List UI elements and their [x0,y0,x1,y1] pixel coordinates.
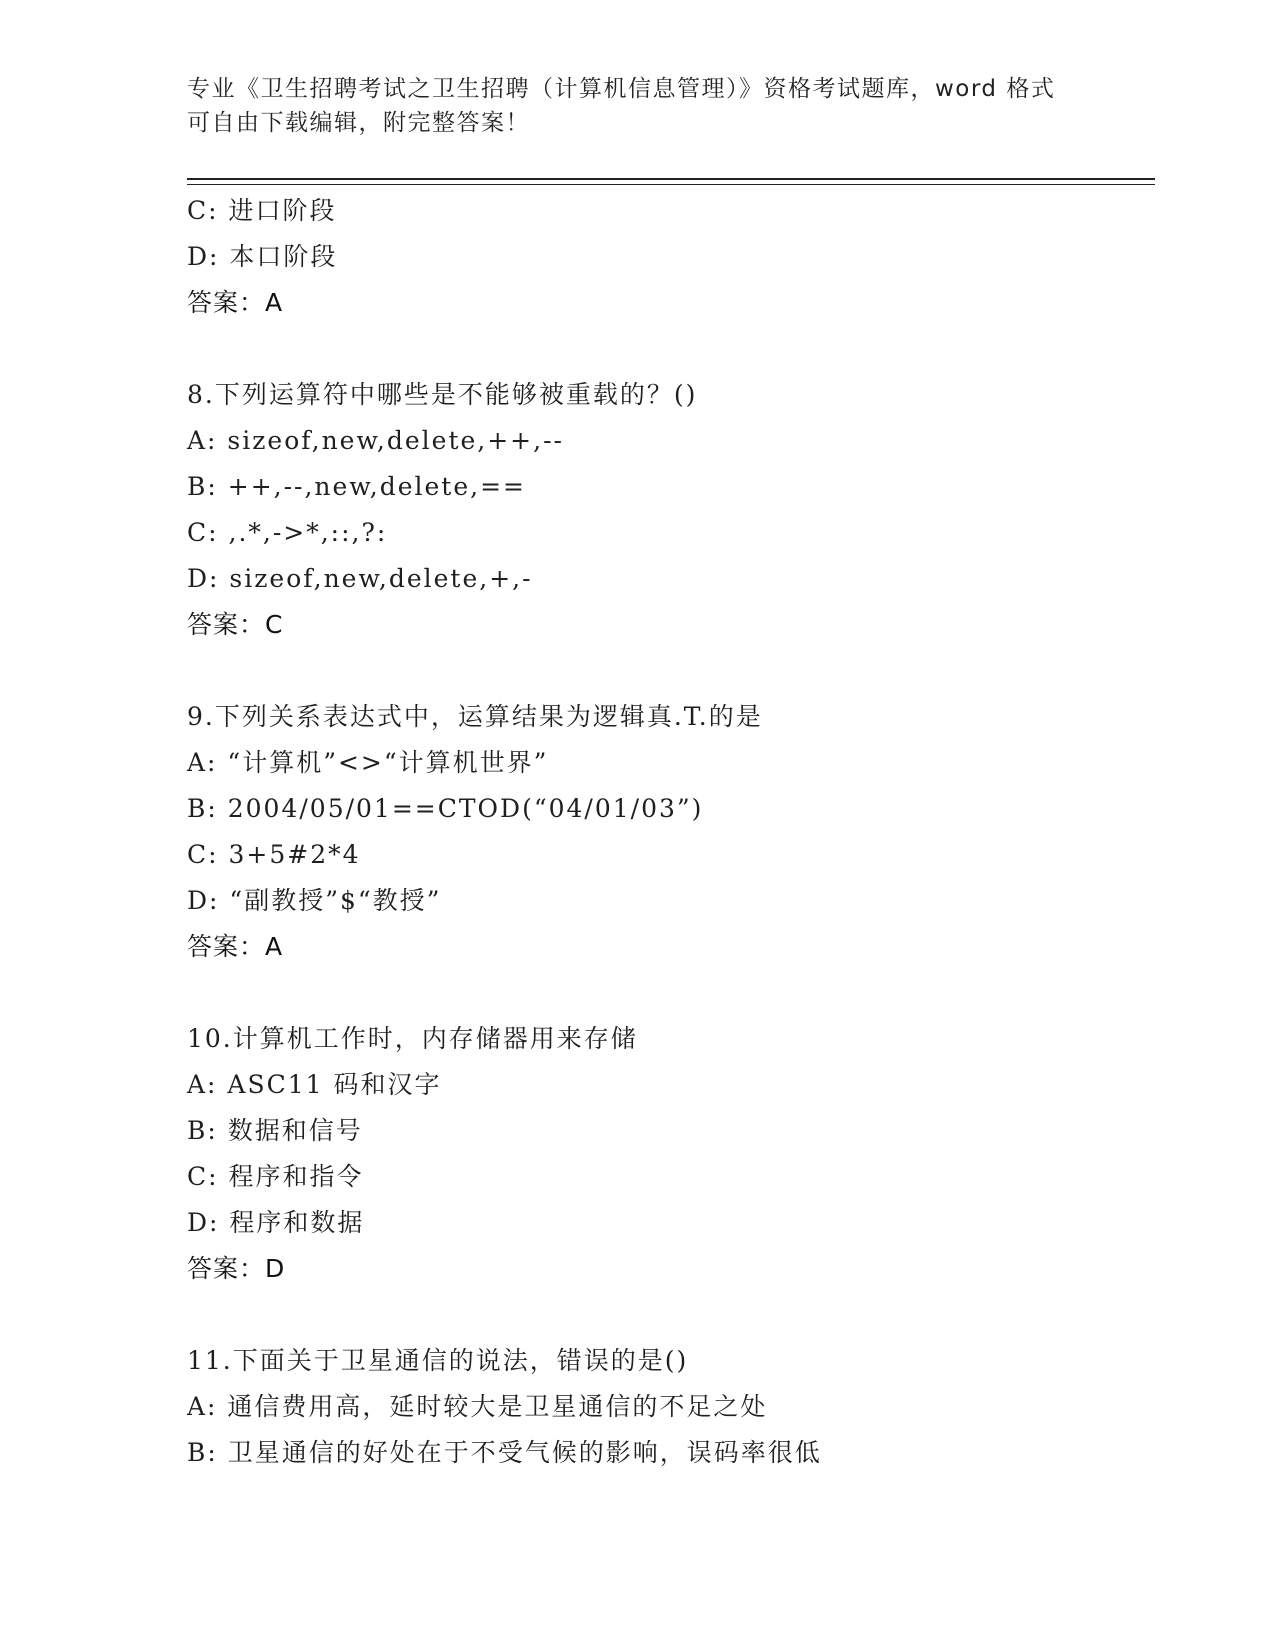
q8-option-d: D: sizeof,new,delete,+,- [187,564,533,593]
q9-option-a: A: “计算机”<>“计算机世界” [187,748,549,777]
question-list [187,188,1147,1476]
document-header [187,72,1087,140]
q9-option-d: D: “副教授”$“教授” [187,886,442,915]
spacer [187,326,1147,372]
spacer [187,1292,1147,1338]
spacer [187,648,1147,694]
q11-option-a: A: 通信费用高，延时较大是卫星通信的不足之处 [187,1392,768,1421]
q11-option-b: B: 卫星通信的好处在于不受气候的影响，误码率很低 [187,1438,822,1467]
header-divider-thin [187,184,1155,185]
q10-answer: 答案：D [187,1254,286,1283]
q11-question: 11.下面关于卫星通信的说法，错误的是() [187,1346,689,1375]
q8-option-b: B: ++,--,new,delete,== [187,472,526,501]
header-line-1: 专业《卫生招聘考试之卫生招聘（计算机信息管理）》资格考试题库，word 格式 [187,76,1056,102]
header-divider-thick [187,178,1155,180]
q8-option-a: A: sizeof,new,delete,++,-- [187,426,564,455]
q7-answer: 答案：A [187,288,284,317]
q9-option-b: B: 2004/05/01==CTOD(“04/01/03”) [187,794,704,823]
q9-option-c: C: 3+5#2*4 [187,840,361,869]
q9-question: 9.下列关系表达式中，运算结果为逻辑真.T.的是 [187,702,763,731]
q10-option-b: B: 数据和信号 [187,1116,363,1145]
q8-option-c: C: ,.*,->*,::,?: [187,518,388,547]
q10-question: 10.计算机工作时，内存储器用来存储 [187,1024,638,1053]
q7-option-c: C: 进口阶段 [187,196,337,225]
q8-answer: 答案：C [187,610,284,639]
q10-option-c: C: 程序和指令 [187,1162,364,1191]
q9-answer: 答案：A [187,932,284,961]
q10-option-d: D: 程序和数据 [187,1208,365,1237]
q7-option-d: D: 本口阶段 [187,242,338,271]
header-line-2: 可自由下载编辑，附完整答案！ [187,110,530,136]
q8-question: 8.下列运算符中哪些是不能够被重载的？() [187,380,698,409]
q10-option-a: A: ASC11 码和汉字 [187,1070,442,1099]
spacer [187,970,1147,1016]
